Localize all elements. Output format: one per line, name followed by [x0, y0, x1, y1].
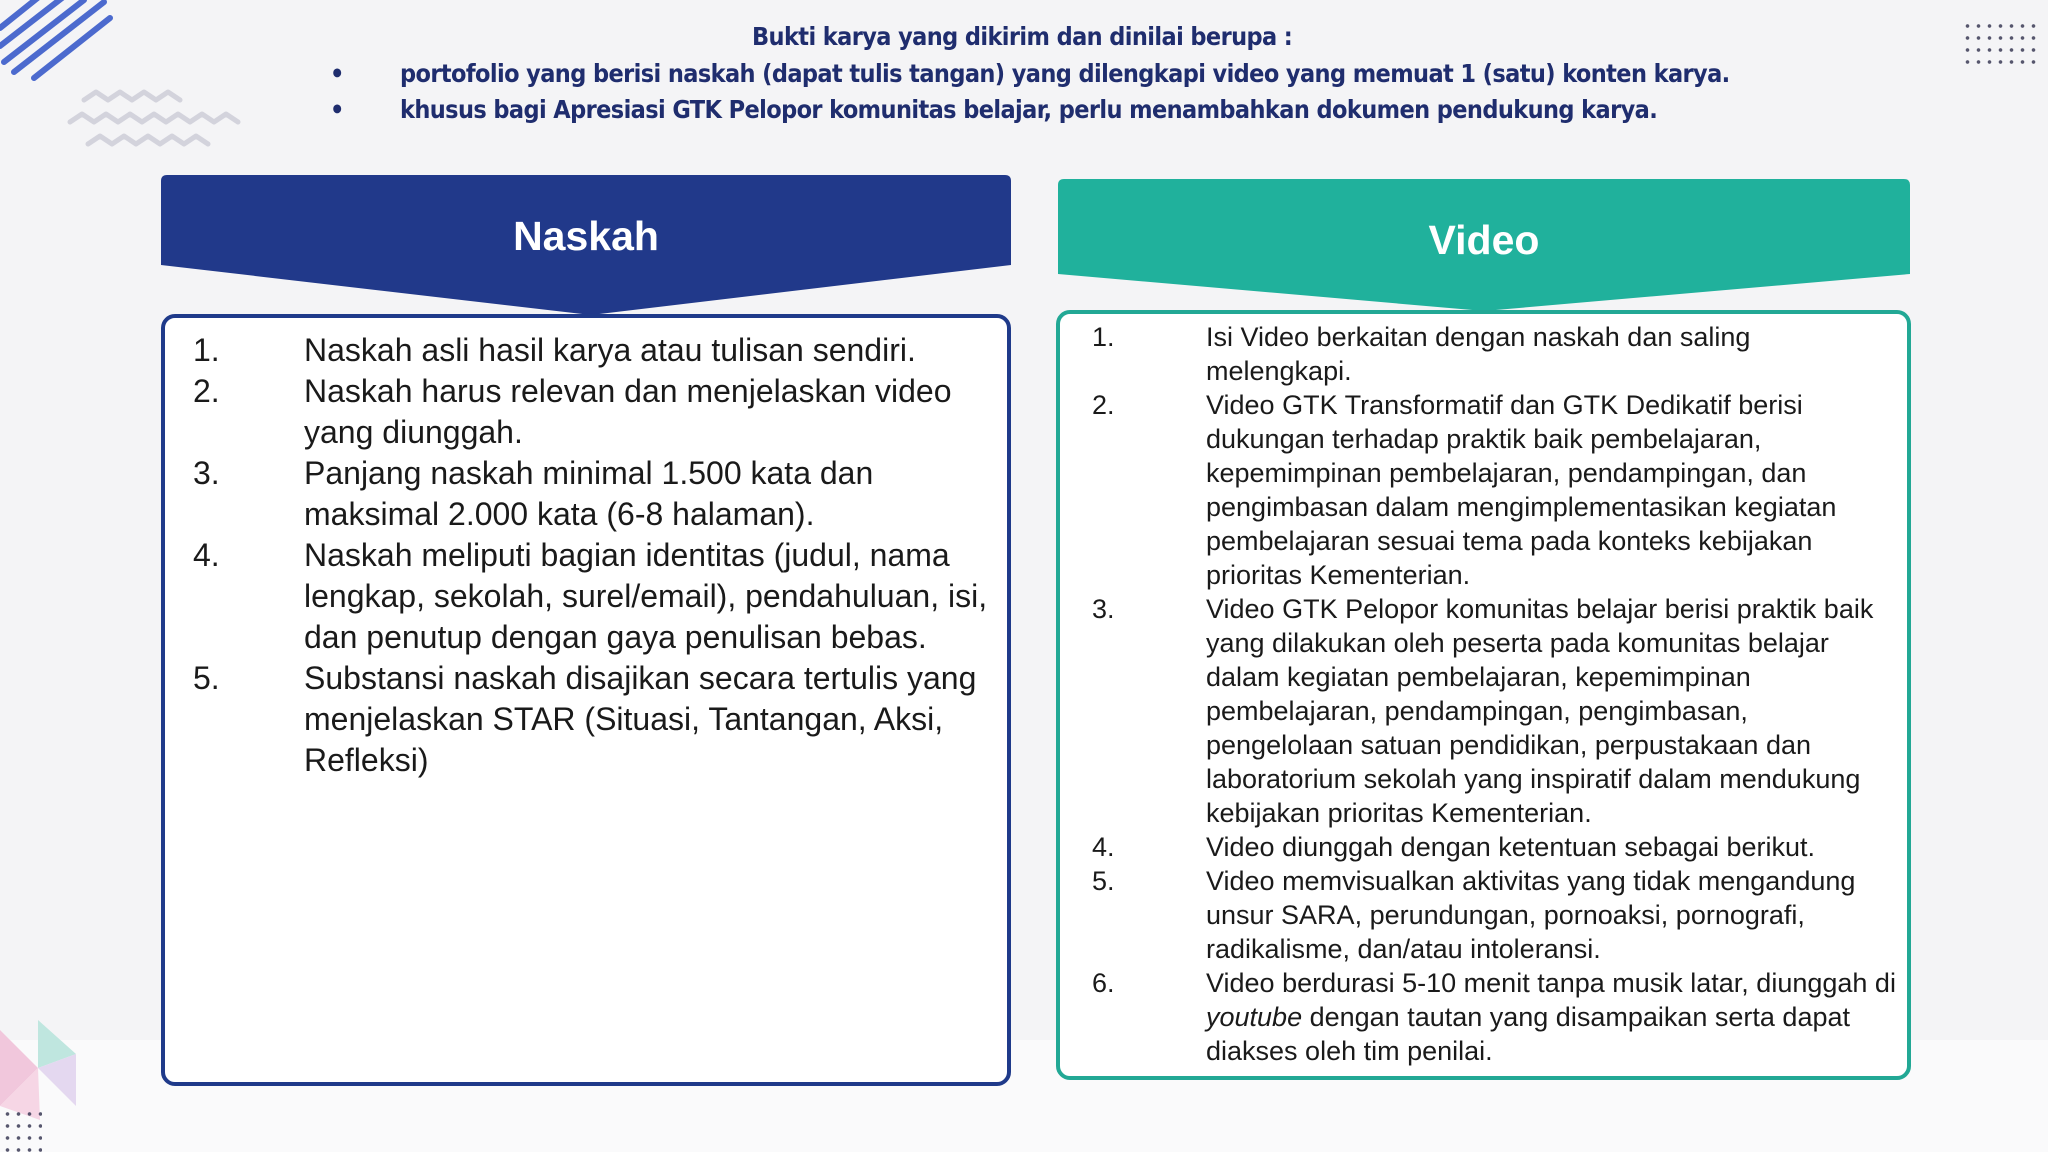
item-text: Isi Video berkaitan dengan naskah dan saling melengkapi.	[1206, 322, 1751, 386]
naskah-banner	[161, 175, 1011, 320]
header-bullet-text: portofolio yang berisi naskah (dapat tulis tangan) yang dilengkapi video yang memuat 1 (satu) konten karya.	[400, 59, 1730, 88]
naskah-list	[193, 330, 993, 781]
item-text: Substansi naskah disajikan secara tertulis yang menjelaskan STAR (Situasi, Tantangan, Aksi, Refleksi)	[304, 660, 977, 778]
list-item	[193, 330, 993, 371]
naskah-title: Naskah	[513, 213, 659, 259]
triangles-decoration-icon	[0, 1020, 80, 1120]
waves-decoration-icon	[64, 88, 264, 158]
item-number: 1.	[193, 332, 220, 368]
item-text-before: Video berdurasi 5-10 menit tanpa musik latar, diunggah di	[1206, 968, 1896, 998]
list-item	[1092, 830, 1902, 864]
video-box	[1056, 310, 1911, 1080]
video-banner	[1058, 179, 1910, 319]
item-number: 5.	[193, 660, 220, 696]
video-title: Video	[1428, 217, 1540, 263]
list-item	[1092, 388, 1902, 592]
item-text: Naskah harus relevan dan menjelaskan video yang diunggah.	[304, 373, 952, 450]
item-text-after: dengan tautan yang disampaikan serta dapat diakses oleh tim penilai.	[1206, 1002, 1850, 1066]
item-text: Panjang naskah minimal 1.500 kata dan maksimal 2.000 kata (6-8 halaman).	[304, 455, 874, 532]
item-number: 4.	[1092, 832, 1115, 862]
item-number: 2.	[1092, 390, 1115, 420]
item-number: 3.	[193, 455, 220, 491]
item-number: 4.	[193, 537, 220, 573]
bullet-icon: •	[330, 95, 344, 124]
header-intro: Bukti karya yang dikirim dan dinilai berupa :	[752, 22, 1293, 51]
bullet-icon: •	[330, 59, 344, 88]
item-number: 3.	[1092, 594, 1115, 624]
item-text: Video GTK Pelopor komunitas belajar berisi praktik baik yang dilakukan oleh peserta pada komunitas belajar dalam kegiatan pembelajaran, kepemimpinan pembelajaran, pendampingan, pengimbasan, pengelolaan satuan pendidikan, perpustakaan dan laboratorium sekolah yang inspiratif dalam mendukung kebijakan prioritas Kementerian.	[1206, 594, 1874, 828]
item-text: Video GTK Transformatif dan GTK Dedikatif berisi dukungan terhadap praktik baik pembelajaran, kepemimpinan pembelajaran, pendampingan, dan pengimbasan dalam mengimplementasikan kegiatan pembelajaran sesuai tema pada konteks kebijakan prioritas Kementerian.	[1206, 390, 1837, 590]
list-item	[193, 453, 993, 535]
item-number: 1.	[1092, 322, 1115, 352]
item-text: Naskah meliputi bagian identitas (judul, nama lengkap, sekolah, surel/email), pendahuluan, isi, dan penutup dengan gaya penulisan bebas.	[304, 537, 988, 655]
list-item	[1092, 592, 1902, 830]
list-item	[1092, 320, 1902, 388]
item-text: Video diunggah dengan ketentuan sebagai berikut.	[1206, 832, 1816, 862]
item-number: 6.	[1092, 968, 1115, 998]
video-list	[1092, 320, 1902, 1068]
list-item	[193, 535, 993, 658]
item-number: 2.	[193, 373, 220, 409]
header-bullet-text: khusus bagi Apresiasi GTK Pelopor komunitas belajar, perlu menambahkan dokumen pendukung karya.	[400, 95, 1658, 124]
youtube-text: youtube	[1206, 1002, 1303, 1032]
list-item	[193, 371, 993, 453]
item-text: Naskah asli hasil karya atau tulisan sendiri.	[304, 332, 916, 368]
item-number: 5.	[1092, 866, 1115, 896]
dots-decoration-icon	[2, 1108, 42, 1152]
list-item	[1092, 966, 1902, 1068]
list-item	[193, 658, 993, 781]
item-text: Video memvisualkan aktivitas yang tidak mengandung unsur SARA, perundungan, pornoaksi, pornografi, radikalisme, dan/atau intoleransi.	[1206, 866, 1856, 964]
stripes-decoration-icon	[0, 0, 120, 90]
list-item	[1092, 864, 1902, 966]
dots-decoration-icon	[1962, 20, 2040, 72]
naskah-box	[161, 314, 1011, 1086]
